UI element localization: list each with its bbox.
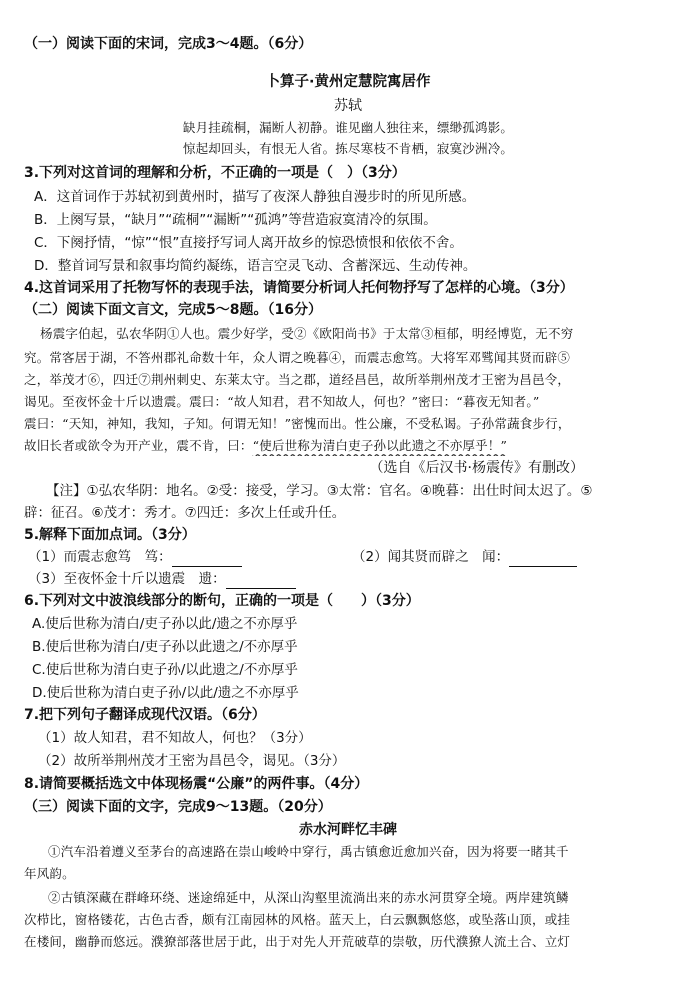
q5-item-3 [28, 569, 428, 589]
q6-option-c: C.使后世称为清白吏子孙/以此遗之/不亦厚乎 [32, 662, 298, 678]
poem-author: 苏轼 [334, 98, 362, 114]
q4-stem: 4.这首词采用了托物写怀的表现手法，请简要分析词人托何物抒写了怎样的心境。（3分） [24, 280, 574, 296]
q6-stem: 6.下列对文中波浪线部分的断句，正确的一项是（ ）（3分） [24, 593, 420, 609]
q3-option-a: A．这首词作于苏轼初到黄州时，描写了夜深人静独自漫步时的所见所感。 [34, 189, 476, 205]
q5-answer-blank-3[interactable] [226, 574, 296, 589]
passage-line-2: 究。常客居于湖，不答州郡礼命数十年，众人谓之晚暮④，而震志愈笃。大将军邓骘闻其贤而辟⑤ [24, 350, 571, 365]
q3-option-d: D．整首词写景和叙事均简约凝练，语言空灵飞动、含蓄深远、生动传神。 [34, 258, 477, 274]
q5-item-2 [352, 547, 672, 567]
note-line-1: 【注】①弘农华阴：地名。②受：接受，学习。③太常：官名。④晚暮：出仕时间太迟了。⑤ [46, 483, 593, 499]
passage-line-4: 谒见。至夜怀金十斤以遗震。震曰：“故人知君，君不知故人，何也？”密曰：“暮夜无知者。” [24, 394, 540, 409]
section3-header: （三）阅读下面的文字，完成9～13题。（20分） [24, 799, 332, 815]
article-title: 赤水河畔忆丰碑 [299, 822, 397, 838]
q6-option-d: D.使后世称为清白吏子孙/以此/遗之不亦厚乎 [32, 685, 299, 701]
article-para-1-line-2: 年风韵。 [24, 866, 75, 881]
q6-option-a: A.使后世称为清白/吏子孙以此/遗之不亦厚乎 [32, 616, 298, 632]
q7-stem: 7.把下列句子翻译成现代汉语。（6分） [24, 707, 266, 723]
passage-line-1: 杨震字伯起，弘农华阴①人也。震少好学，受②《欧阳尚书》于太常③桓郁，明经博览，无不穷 [40, 326, 574, 341]
passage-line-3: 之，举茂才⑥，四迁⑦荆州刺史、东莱太守。当之郡，道经昌邑，故所举荆州茂才王密为昌邑令， [24, 372, 571, 387]
q7-item-2: （2）故所举荆州茂才王密为昌邑令，谒见。（3分） [38, 753, 346, 769]
wavy-underline-sentence: “使后世称为清白吏子孙以此遗之不亦厚乎！” [252, 438, 508, 453]
q3-option-b: B．上阕写景，“缺月”“疏桐”“漏断”“孤鸿”等营造寂寞清冷的氛围。 [34, 212, 437, 228]
article-para-1-line-1: ①汽车沿着遵义至茅台的高速路在崇山峻岭中穿行，禹古镇愈近愈加兴奋，因为将要一睹其千 [48, 844, 569, 859]
passage-line-5: 震曰：“天知，神知，我知，子知。何谓无知！”密愧而出。性公廉，不受私谒。子孙常蔬食步行， [24, 416, 571, 431]
q5-item-1-label: （1）而震志愈笃 笃： [28, 549, 172, 565]
q5-answer-blank-2[interactable] [509, 552, 577, 567]
q5-item-3-label: （3）至夜怀金十斤以遗震 遗： [28, 571, 226, 587]
q6-option-b: B.使后世称为清白/吏子孙以此遗之/不亦厚乎 [32, 639, 298, 655]
q5-stem: 5.解释下面加点词。（3分） [24, 527, 196, 543]
section2-header: （二）阅读下面文言文，完成5～8题。（16分） [24, 302, 322, 318]
article-para-2-line-1: ②古镇深藏在群峰环绕、迷途绵延中，从深山沟壑里流淌出来的赤水河贯穿全境。两岸建筑鳞 [48, 890, 569, 905]
poem-line-1: 缺月挂疏桐，漏断人初静。谁见幽人独往来，缥缈孤鸿影。 [182, 120, 514, 135]
passage-line-6 [24, 436, 672, 456]
q8-stem: 8.请简要概括选文中体现杨震“公廉”的两件事。（4分） [24, 776, 369, 792]
passage-line-6-text: 故旧长者或欲令为开产业，震不肯，曰： [24, 438, 253, 453]
q3-option-c: C．下阕抒情，“惊”“恨”直接抒写词人离开故乡的惊恐愤恨和依依不舍。 [34, 235, 463, 251]
q5-item-1 [28, 547, 348, 567]
q3-stem: 3.下列对这首词的理解和分析，不正确的一项是（ ）（3分） [24, 165, 406, 181]
poem-line-2: 惊起却回头，有恨无人省。拣尽寒枝不肯栖，寂寞沙洲冷。 [182, 141, 514, 156]
q5-answer-blank-1[interactable] [172, 552, 242, 567]
q7-item-1: （1）故人知君，君不知故人，何也？（3分） [38, 730, 312, 746]
article-para-2-line-3: 在楼间，幽静而悠远。濮獠部落世居于此，出于对先人开荒破草的崇敬，历代濮獠人流土合、立灯 [24, 934, 571, 949]
article-para-2-line-2: 次栉比，窗格镂花，古色古香，颇有江南园林的风格。蓝天上，白云飘飘悠悠，或坠落山顶，或挂 [24, 912, 571, 927]
note-line-2: 辟：征召。⑥茂才：秀才。⑦四迁：多次上任或升任。 [24, 505, 346, 521]
passage-source: （选自《后汉书·杨震传》有删改） [369, 460, 584, 476]
section1-header: （一）阅读下面的宋词，完成3～4题。（6分） [24, 36, 313, 52]
poem-title: 卜算子·黄州定慧院寓居作 [265, 74, 431, 90]
q5-item-2-label: （2）闻其贤而辟之 闻： [352, 549, 510, 565]
